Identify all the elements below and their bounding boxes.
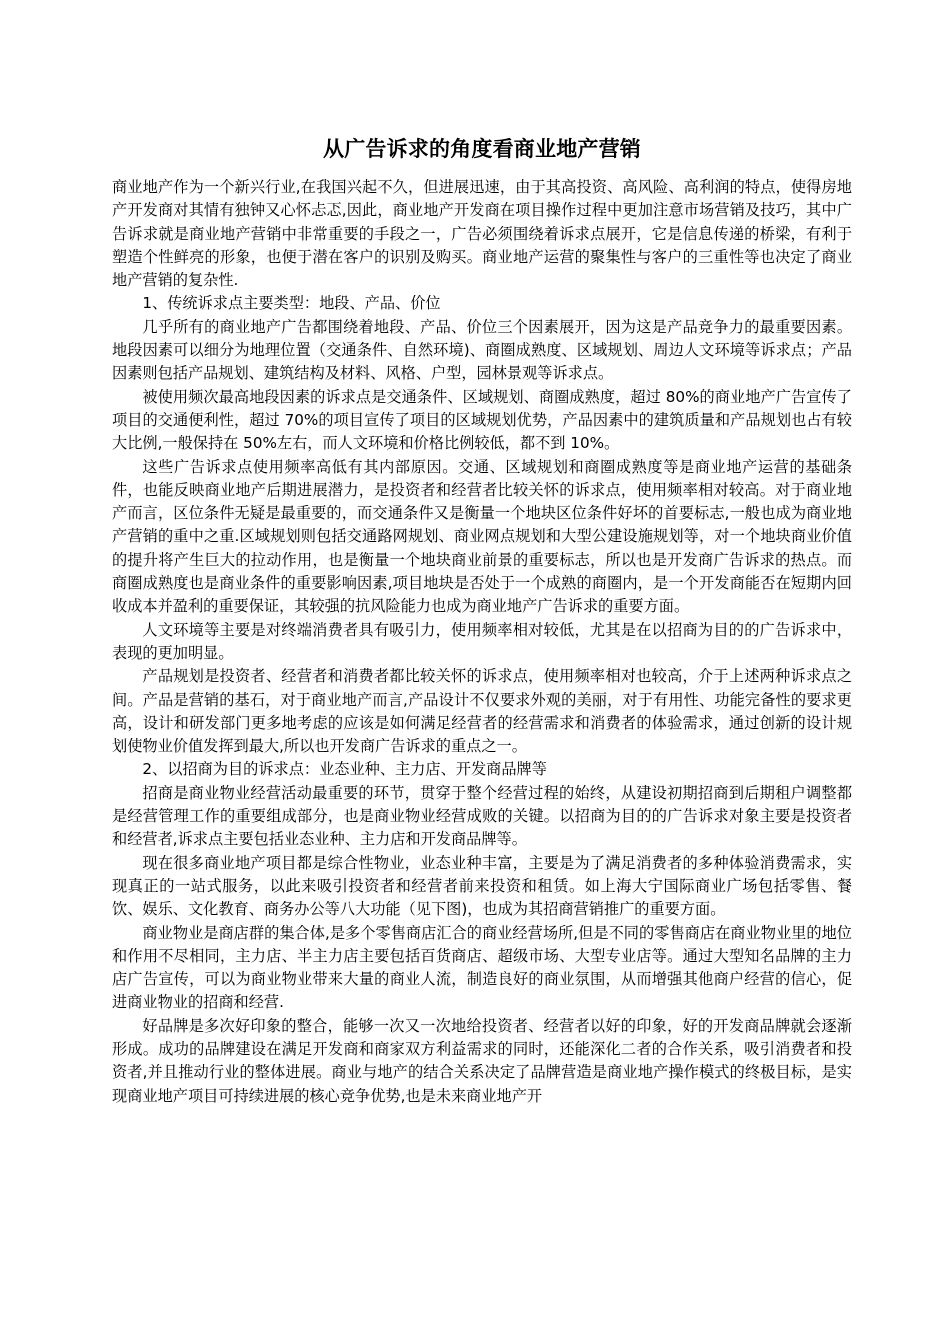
paragraph: 几乎所有的商业地产广告都围绕着地段、产品、价位三个因素展开，因为这是产品竞争力的最重要因素。地段因素可以细分为地理位置（交通条件、自然环境)、商圈成熟度、区域规划、周边人文环境等诉求点；产品因素则包括产品规划、建筑结构及材料、风格、户型，园林景观等诉求点。 (112, 317, 852, 383)
paragraph: 人文环境等主要是对终端消费者具有吸引力，使用频率相对较低，尤其是在以招商为目的的广告诉求中，表现的更加明显。 (112, 620, 852, 662)
paragraph: 商业物业是商店群的集合体,是多个零售商店汇合的商业经营场所,但是不同的零售商店在商业物业里的地位和作用不尽相同，主力店、半主力店主要包括百货商店、超级市场、大型专业店等。通过大型知名品牌的主力店广告宣传，可以为商业物业带来大量的商业人流，制造良好的商业氛围，从而增强其他商户经营的信心，促进商业物业的招商和经营. (112, 923, 852, 1012)
paragraph: 好品牌是多次好印象的整合，能够一次又一次地给投资者、经营者以好的印象，好的开发商品牌就会逐渐形成。成功的品牌建设在满足开发商和商家双方利益需求的同时，还能深化二者的合作关系，吸引消费者和投资者,并且推动行业的整体进展。商业与地产的结合关系决定了品牌营造是商业地产操作模式的终极目标，是实现商业地产项目可持续进展的核心竞争优势,也是未来商业地产开 (112, 1016, 852, 1105)
section-heading-traditional: 1、传统诉求点主要类型：地段、产品、价位 (142, 294, 441, 313)
paragraph: 这些广告诉求点使用频率高低有其内部原因。交通、区域规划和商圈成熟度等是商业地产运营的基础条件，也能反映商业地产后期进展潜力，是投资者和经营者比较关怀的诉求点，使用频率相对较高。对于商业地产而言，区位条件无疑是最重要的，而交通条件又是衡量一个地块区位条件好坏的首要标志,一般也成为商业地产营销的重中之重.区域规划则包括交通路网规划、商业网点规划和大型公建设施规划等，对一个地块商业价值的提升将产生巨大的拉动作用，也是衡量一个地块商业前景的重要标志，所以也是开发商广告诉求的热点。而商圈成熟度也是商业条件的重要影响因素,项目地块是否处于一个成熟的商圈内，是一个开发商能否在短期内回收成本并盈利的重要保证，其较强的抗风险能力也成为商业地产广告诉求的重要方面。 (112, 457, 852, 616)
paragraph-intro: 商业地产作为一个新兴行业,在我国兴起不久，但进展迅速，由于其高投资、高风险、高利润的特点，使得房地产开发商对其情有独钟又心怀忐忑,因此，商业地产开发商在项目操作过程中更加注意市场营销及技巧，其中广告诉求就是商业地产营销中非常重要的手段之一，广告必须围绕着诉求点展开，它是信息传递的桥梁，有利于塑造个性鲜亮的形象，也便于潜在客户的识别及购买。商业地产运营的聚集性与客户的三重性等也决定了商业地产营销的复杂性. (112, 178, 852, 290)
document-title: 从广告诉求的角度看商业地产营销 (323, 137, 641, 161)
paragraph: 招商是商业物业经营活动最重要的环节，贯穿于整个经营过程的始终，从建设初期招商到后期租户调整都是经营管理工作的重要组成部分，也是商业物业经营成败的关键。以招商为目的的广告诉求对象主要是投资者和经营者,诉求点主要包括业态业种、主力店和开发商品牌等。 (112, 783, 852, 849)
paragraph: 被使用频次最高地段因素的诉求点是交通条件、区域规划、商圈成熟度，超过 80%的商业地产广告宣传了项目的交通便利性，超过 70%的项目宣传了项目的区域规划优势，产品因素中的建筑质量和产品规划也占有较大比例,一般保持在 50%左右，而人文环境和价格比例较低，都不到 10%。 (112, 387, 852, 453)
section-heading-investment: 2、以招商为目的诉求点：业态业种、主力店、开发商品牌等 (142, 760, 547, 779)
paragraph: 产品规划是投资者、经营者和消费者都比较关怀的诉求点，使用频率相对也较高，介于上述两种诉求点之间。产品是营销的基石，对于商业地产而言,产品设计不仅要求外观的美丽，对于有用性、功能完备性的要求更高，设计和研发部门更多地考虑的应该是如何满足经营者的经营需求和消费者的体验需求，通过创新的设计规划使物业价值发挥到最大,所以也开发商广告诉求的重点之一。 (112, 667, 852, 756)
document-page (112, 134, 852, 1108)
paragraph: 现在很多商业地产项目都是综合性物业，业态业种丰富，主要是为了满足消费者的多种体验消费需求，实现真正的一站式服务，以此来吸引投资者和经营者前来投资和租赁。如上海大宁国际商业广场包括零售、餐饮、娱乐、文化教育、商务办公等八大功能（见下图)，也成为其招商营销推广的重要方面。 (112, 853, 852, 919)
